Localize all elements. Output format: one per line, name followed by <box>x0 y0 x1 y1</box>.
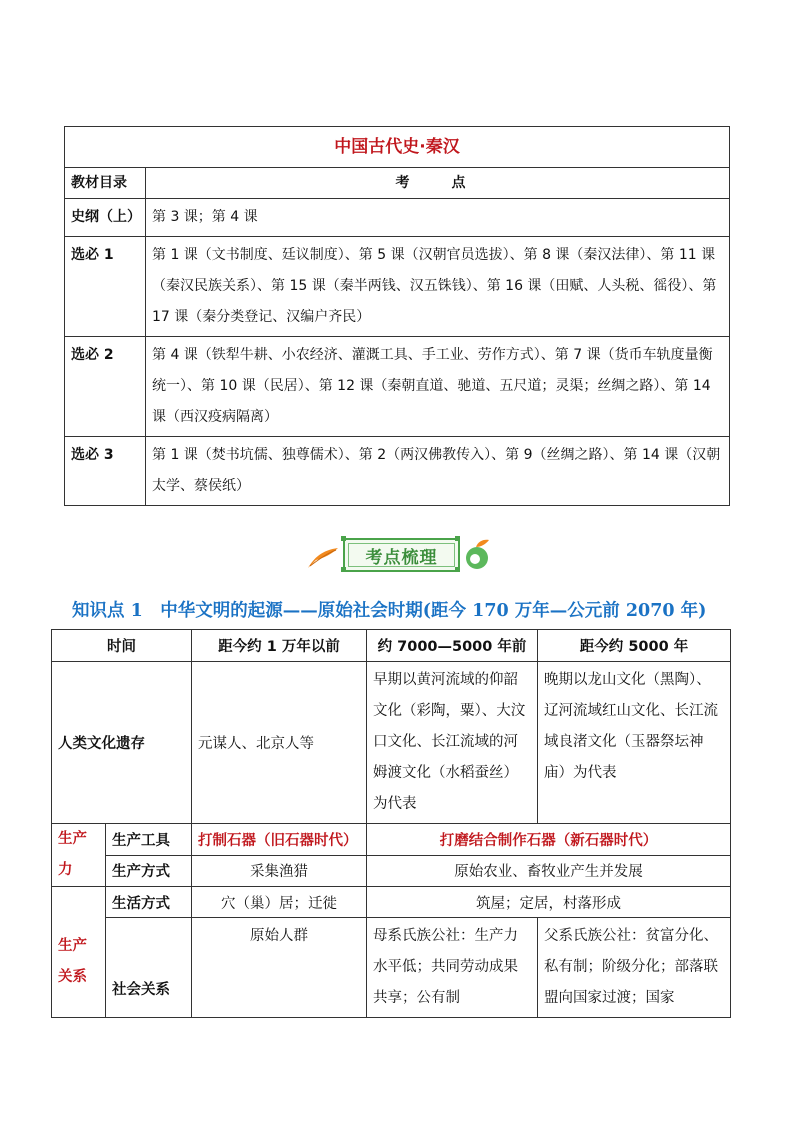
culture-late-neolithic: 晚期以龙山文化（黑陶）、辽河流域红山文化、长江流域良渚文化（玉器祭坛神庙）为代表 <box>538 662 731 824</box>
banner-label: 考点梳理 <box>343 538 460 572</box>
row-content: 第 1 课（焚书坑儒、独尊儒术）、第 2（两汉佛教传入）、第 9（丝绸之路）、第 14 课（汉朝太学、蔡侯纸） <box>146 437 730 506</box>
tools-new: 打磨结合制作石器（新石器时代） <box>367 824 731 856</box>
mode-new: 原始农业、畜牧业产生并发展 <box>367 855 731 887</box>
section-banner <box>300 532 495 578</box>
table-title: 中国古代史·秦汉 <box>65 127 730 168</box>
social-patrilineal: 父系氏族公社：贫富分化、私有制；阶级分化；部落联盟向国家过渡；国家 <box>538 918 731 1018</box>
table-row <box>52 662 731 824</box>
group-productive-forces: 生产力 <box>52 824 106 887</box>
table-row <box>52 918 731 1018</box>
header-period-3: 距今约 5000 年 <box>538 630 731 662</box>
header-exam-points: 考 点 <box>146 168 730 199</box>
tools-label: 生产工具 <box>106 824 192 856</box>
social-matrilineal: 母系氏族公社：生产力水平低；共同劳动成果共享；公有制 <box>367 918 538 1018</box>
row-content: 第 4 课（铁犁牛耕、小农经济、灌溉工具、手工业、劳作方式）、第 7 课（货币车轨度量衡统一）、第 10 课（民居）、第 12 课（秦朝直道、驰道、五尺道；灵渠；丝绸之路）、第 14 课（西汉疫病隔离） <box>146 337 730 437</box>
table-row <box>65 337 730 437</box>
circle-leaf-icon <box>462 538 492 572</box>
social-label: 社会关系 <box>106 918 192 1018</box>
tools-old: 打制石器（旧石器时代） <box>192 824 367 856</box>
row-label: 史纲（上） <box>65 199 146 237</box>
life-label: 生活方式 <box>106 887 192 918</box>
syllabus-table <box>64 126 730 506</box>
social-primitive: 原始人群 <box>192 918 367 1018</box>
table-row <box>52 855 731 887</box>
life-old: 穴（巢）居；迁徙 <box>192 887 367 918</box>
header-time: 时间 <box>52 630 192 662</box>
table-row <box>52 824 731 856</box>
primitive-society-table <box>51 629 731 1018</box>
row-content: 第 1 课（文书制度、廷议制度）、第 5 课（汉朝官员选拔）、第 8 课（秦汉法律）、第 11 课（秦汉民族关系）、第 15 课（秦半两钱、汉五铢钱）、第 16 课（田赋、人头税、徭役）、第 17 课（秦分类登记、汉编户齐民） <box>146 237 730 337</box>
culture-label: 人类文化遗存 <box>52 662 192 824</box>
header-textbook-dir: 教材目录 <box>65 168 146 199</box>
table-row <box>65 237 730 337</box>
row-label: 选必 1 <box>65 237 146 337</box>
culture-early-neolithic: 早期以黄河流域的仰韶文化（彩陶，粟）、大汶口文化、长江流域的河姆渡文化（水稻蚕丝）为代表 <box>367 662 538 824</box>
row-content: 第 3 课；第 4 课 <box>146 199 730 237</box>
row-label: 选必 3 <box>65 437 146 506</box>
culture-paleolithic: 元谋人、北京人等 <box>192 662 367 824</box>
table-row <box>65 199 730 237</box>
row-label: 选必 2 <box>65 337 146 437</box>
header-period-2: 约 7000—5000 年前 <box>367 630 538 662</box>
table-row <box>52 887 731 918</box>
leaf-icon <box>306 544 340 570</box>
group-production-relations: 生产关系 <box>52 887 106 1018</box>
header-period-1: 距今约 1 万年以前 <box>192 630 367 662</box>
mode-label: 生产方式 <box>106 855 192 887</box>
mode-old: 采集渔猎 <box>192 855 367 887</box>
knowledge-point-heading: 知识点 1 中华文明的起源——原始社会时期(距今 170 万年—公元前 2070 年) <box>72 601 707 621</box>
table-row <box>65 437 730 506</box>
life-new: 筑屋；定居，村落形成 <box>367 887 731 918</box>
